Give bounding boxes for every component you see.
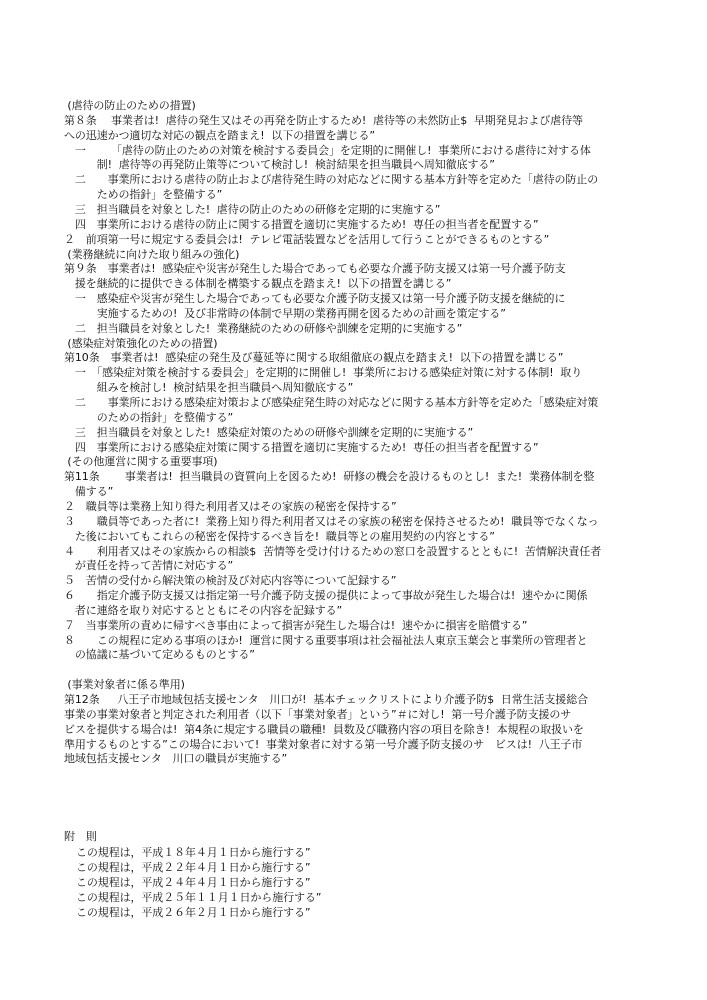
text-line: 二 事業所における感染症対策および感染症発生時の対応などに関する基本方針等を定めた「感染症対策 (64, 396, 599, 409)
text-line: ための指針」を整備する” (64, 188, 223, 202)
text-line: 一 「感染症対策を検討する委員会」を定期的に開催し! 事業所における感染症対策に対する体制! 取り (64, 366, 583, 380)
text-line: 三 担当職員を対象とした! 虐待の防止のための研修を定期的に実施する” (64, 202, 441, 216)
text-line: 備する” (64, 485, 114, 499)
text-line: ２ 前項第一号に規定する委員会は! テレビ電話装置などを活用して行うことができるものとする” (64, 232, 550, 246)
text-line: (虐待の防止のための措置) (64, 99, 196, 112)
text-line: ８ この規程に定める事項のほか! 運営に関する重要事項は社会福祉法人東京玉葉会と事業所の管理者と (64, 633, 588, 647)
enforcement-date-line: この規程は，平成２４年４月１日から施行する” (76, 876, 311, 889)
text-line: ２ 職員等は業務上知り得た利用者又はその家族の秘密を保持する” (64, 499, 397, 513)
text-line: 準用するものとする”この場合において! 事業対象者に対する第一号介護予防支援のサ ビスは! 八王子市 (64, 737, 583, 751)
text-line: 第11条 事業者は! 担当職員の資質向上を図るため! 研修の機会を設けるものとし! また! 業務体制を整 (64, 470, 595, 484)
text-line: (事業対象者に係る準用) (64, 678, 185, 692)
text-line: ７ 当事業所の責めに帰すべき事由によって損害が発生した場合は! 速やかに損害を賠償する” (64, 618, 528, 632)
text-line: ３ 職員等であった者に! 業務上知り得た利用者又はその家族の秘密を保持させるため! 職員等でなくなっ (64, 514, 599, 528)
enforcement-date-line: この規程は，平成２６年２月１日から施行する” (76, 906, 311, 919)
text-line: 組みを検討し! 検討結果を担当職員へ周知徹底する” (64, 381, 354, 395)
supplementary-heading: 附 則 (64, 830, 97, 843)
text-line: 第９条 事業者は! 感染症や災害が発生した場合であっても必要な介護予防支援又は第一号介護予防支 (64, 262, 566, 276)
text-line: 者に連絡を取り対応するとともにその内容を記録する” (64, 603, 343, 617)
text-line: ４ 利用者又はその家族からの相談$ 苦情等を受け付けるための窓口を設置するとともに! 苦情解決責任者 (64, 544, 602, 558)
text-line: 制! 虐待等の再発防止策等について検討し! 検討結果を担当職員へ周知徹底する” (64, 158, 495, 172)
text-line: 一 感染症や災害が発生した場合であっても必要な介護予防支援又は第一号介護予防支援を継続的に (64, 292, 566, 306)
text-line: (その他運営に関する重要事項) (64, 455, 218, 469)
text-line: 二 事業所における虐待の防止および虐待発生時の対応などに関する基本方針等を定めた「虐待の防止の (64, 173, 599, 187)
text-line: た後においてもこれらの秘密を保持するべき旨を! 職員等との雇用契約の内容とする” (64, 529, 495, 543)
text-line: 二 担当職員を対象とした! 業務継続のための研修や訓練を定期的に実施する” (64, 321, 463, 335)
text-line: ５ 苦情の受付から解決策の検討及び対応内容等について記録する” (64, 574, 397, 588)
text-line: 一 「虐待の防止のための対策を検討する委員会」を定期的に開催し! 事業所における虐待に対する体 (64, 143, 591, 157)
text-line: 援を継続的に提供できる体制を構築する観点を踏まえ! 以下の措置を講じる” (64, 277, 452, 291)
text-line: 事業の事業対象者と判定された利用者（以下「事業対象者」という”＃に対し! 第一号介護予防支援のサ (64, 707, 572, 721)
text-line: 地域包括支援センタ 川口の職員が実施する” (64, 752, 288, 766)
text-line: 実施するための! 及び非常時の体制で早期の業務再開を図るための計画を策定する” (64, 306, 506, 320)
text-line: 第８条 事業者は! 虐待の発生又はその再発を防止するため! 虐待等の未然防止$ 早期発見および虐待等 (64, 113, 583, 127)
enforcement-date-line: この規程は，平成２５年１１月１日から施行する” (76, 891, 322, 904)
text-line: (業務継続に向けた取り組みの強化) (64, 247, 240, 261)
enforcement-date-line: この規程は，平成１８年４月１日から施行する” (76, 846, 311, 859)
text-line: が責任を持って苦情に対応する” (64, 559, 234, 573)
text-line: 第12条 八王子市地域包括支援センタ 川口が! 基本チェックリストにより介護予防$ 日常生活支援総合 (64, 693, 588, 706)
text-line: 四 事業所における感染症対策に関する措置を適切に実施するため! 専任の担当者を配置する” (64, 440, 539, 454)
text-line: (感染症対策強化のための措置) (64, 336, 218, 350)
text-line: ビスを提供する場合は! 第4条に規定する職員の職種! 員数及び職務内容の項目を除き! 本規程の取扱いを (64, 722, 584, 736)
text-line: のための指針」を整備する” (64, 410, 234, 424)
text-line: ６ 指定介護予防支援又は指定第一号介護予防支援の提供によって事故が発生した場合は! 速やかに関係 (64, 589, 588, 603)
text-line: への迅速かつ適切な対応の観点を踏まえ! 以下の措置を講じる” (64, 128, 375, 142)
text-line: 四 事業所における虐待の防止に関する措置を適切に実施するため! 専任の担当者を配置する” (64, 217, 539, 231)
text-line: 第10条 事業者は! 感染症の発生及び蔓延等に関する取組徹底の観点を踏まえ! 以下の措置を講じる” (64, 351, 564, 365)
text-line: の協議に基づいて定めるものとする” (64, 648, 255, 662)
text-line: 三 担当職員を対象とした! 感染症対策のための研修や訓練を定期的に実施する” (64, 425, 474, 439)
enforcement-date-line: この規程は，平成２２年４月１日から施行する” (76, 861, 311, 874)
